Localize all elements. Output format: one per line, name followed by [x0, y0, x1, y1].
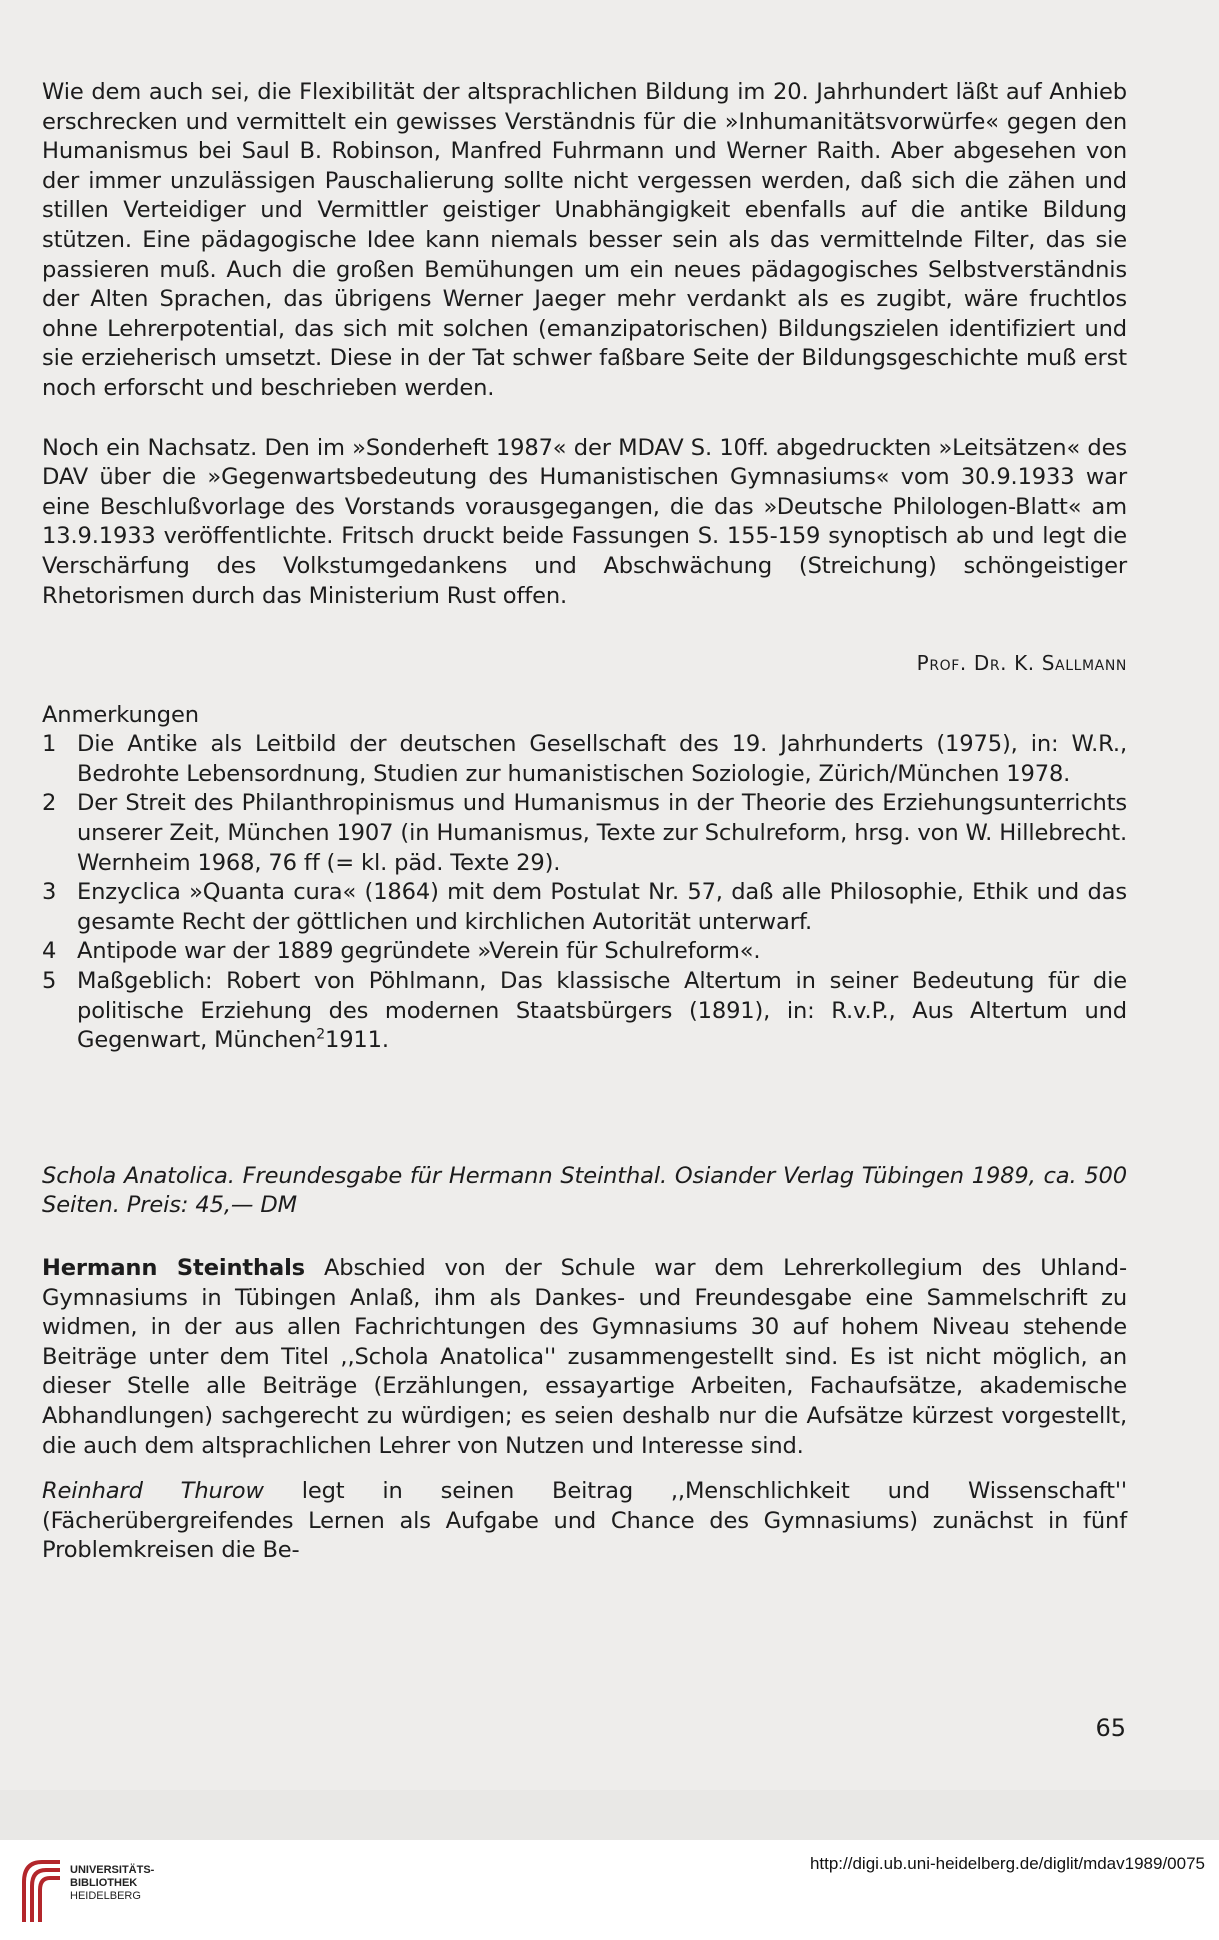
- source-url-link[interactable]: http://digi.ub.uni-heidelberg.de/diglit/mdav1989/0075: [809, 1854, 1205, 1873]
- author-signature: Prof. Dr. K. Sallmann: [916, 651, 1127, 676]
- note-item: 1 Die Antike als Leitbild der deutschen Gesellschaft des 19. Jahrhunderts (1975), in: W.R., Bedrohte Lebensordnung, Studien zur humanistischen Soziologie, Zürich/München 1978.: [42, 731, 1127, 787]
- digitization-footer: [0, 1840, 1219, 1940]
- notes-list: [42, 730, 1127, 1056]
- paragraph-thurow: Reinhard Thurow legt in seinen Beitrag ,,Menschlichkeit und Wissenschaft'' (Fächerübergreifendes Lernen als Aufgabe und Chance des Gymnasiums) zunächst in fünf Problemkreisen die Be-: [42, 1478, 1127, 1564]
- library-name: UNIVERSITÄTS- BIBLIOTHEK HEIDELBERG: [70, 1864, 155, 1902]
- page-content: [42, 78, 1127, 1566]
- library-logo-icon: [16, 1852, 66, 1924]
- note-item: 3 Enzyclica »Quanta cura« (1864) mit dem Postulat Nr. 57, daß alle Philosophie, Ethik und das gesamte Recht der göttlichen und kirchlichen Autorität unterwarf.: [42, 879, 1127, 935]
- note-item: 2 Der Streit des Philanthropinismus und Humanismus in der Theorie des Erziehungsunterrichts unserer Zeit, München 1907 (in Humanismus, Texte zur Schulreform, hrsg. von W. Hillebrecht. Wernheim 1968, 76 ff (= kl. päd. Texte 29).: [42, 790, 1127, 876]
- paragraph-review: Hermann Steinthals Abschied von der Schule war dem Lehrerkollegium des Uhland-Gymnasiums in Tübingen Anlaß, ihm als Dankes- und Freundesgabe eine Sammelschrift zu widmen, in der aus allen Fachrichtungen des Gymnasiums 30 auf hohem Niveau stehende Beiträge unter dem Titel ,,Schola Anatolica'' zusammengestellt sind. Es ist nicht möglich, an dieser Stelle alle Beiträge (Erzählungen, essayartige Arbeiten, Fachaufsätze, akademische Abhandlungen) sachgerecht zu würdigen; es seien deshalb nur die Aufsätze kürzest vorgestellt, die auch dem altsprachlichen Lehrer von Nutzen und Interesse sind.: [42, 1255, 1127, 1459]
- book-citation: Schola Anatolica. Freundesgabe für Hermann Steinthal. Osiander Verlag Tübingen 1989, ca. 500 Seiten. Preis: 45,— DM: [42, 1162, 1127, 1219]
- page-number: 65: [1095, 1714, 1126, 1742]
- contributor-name: Reinhard Thurow: [42, 1478, 264, 1505]
- reviewed-person: Hermann Steinthals: [42, 1255, 305, 1281]
- paragraph-nachsatz: Noch ein Nachsatz. Den im »Sonderheft 1987« der MDAV S. 10ff. abgedruckten »Leitsätzen« des DAV über die »Gegenwartsbedeutung des Humanistischen Gymnasiums« vom 30.9.1933 war eine Beschlußvorlage des Vorstands vorausgegangen, die das »Deutsche Philologen-Blatt« am 13.9.1933 veröffentlichte. Fritsch druckt beide Fassungen S. 155-159 synoptisch ab und legt die Verschärfung des Volkstumgedankens und Abschwächung (Streichung) schöngeistiger Rhetorismen durch das Ministerium Rust offen.: [42, 434, 1127, 609]
- notes-heading: Anmerkungen: [42, 701, 199, 728]
- note-item: 5 Maßgeblich: Robert von Pöhlmann, Das klassische Altertum in seiner Bedeutung für die politische Erziehung des modernen Staatsbürgers (1891), in: R.v.P., Aus Altertum und Gegenwart, München$^2$1911.: [42, 968, 1127, 1054]
- note-item: 4 Antipode war der 1889 gegründete »Verein für Schulreform«.: [42, 938, 761, 965]
- paragraph-intro: Wie dem auch sei, die Flexibilität der altsprachlichen Bildung im 20. Jahrhundert läßt auf Anhieb erschrecken und vermittelt ein gewisses Verständnis für die »Inhumanitätsvorwürfe« gegen den Humanismus bei Saul B. Robinson, Manfred Fuhrmann und Werner Raith. Aber abgesehen von der immer unzulässigen Pauschalierung sollte nicht vergessen werden, daß sich die zähen und stillen Verteidiger und Vermittler geistiger Unabhängigkeit ebenfalls auf die antike Bildung stützen. Eine pädagogische Idee kann niemals besser sein als das vermittelnde Filter, das sie passieren muß. Auch die großen Bemühungen um ein neues pädagogisches Selbstverständnis der Alten Sprachen, das übrigens Werner Jaeger mehr verdankt als es zugibt, wäre fruchtlos ohne Lehrerpotential, das sich mit solchen (emanzipatorischen) Bildungszielen identifiziert und sie erzieherisch umsetzt. Diese in der Tat schwer faßbare Seite der Bildungsgeschichte muß erst noch erforscht und beschrieben werden.: [42, 79, 1127, 401]
